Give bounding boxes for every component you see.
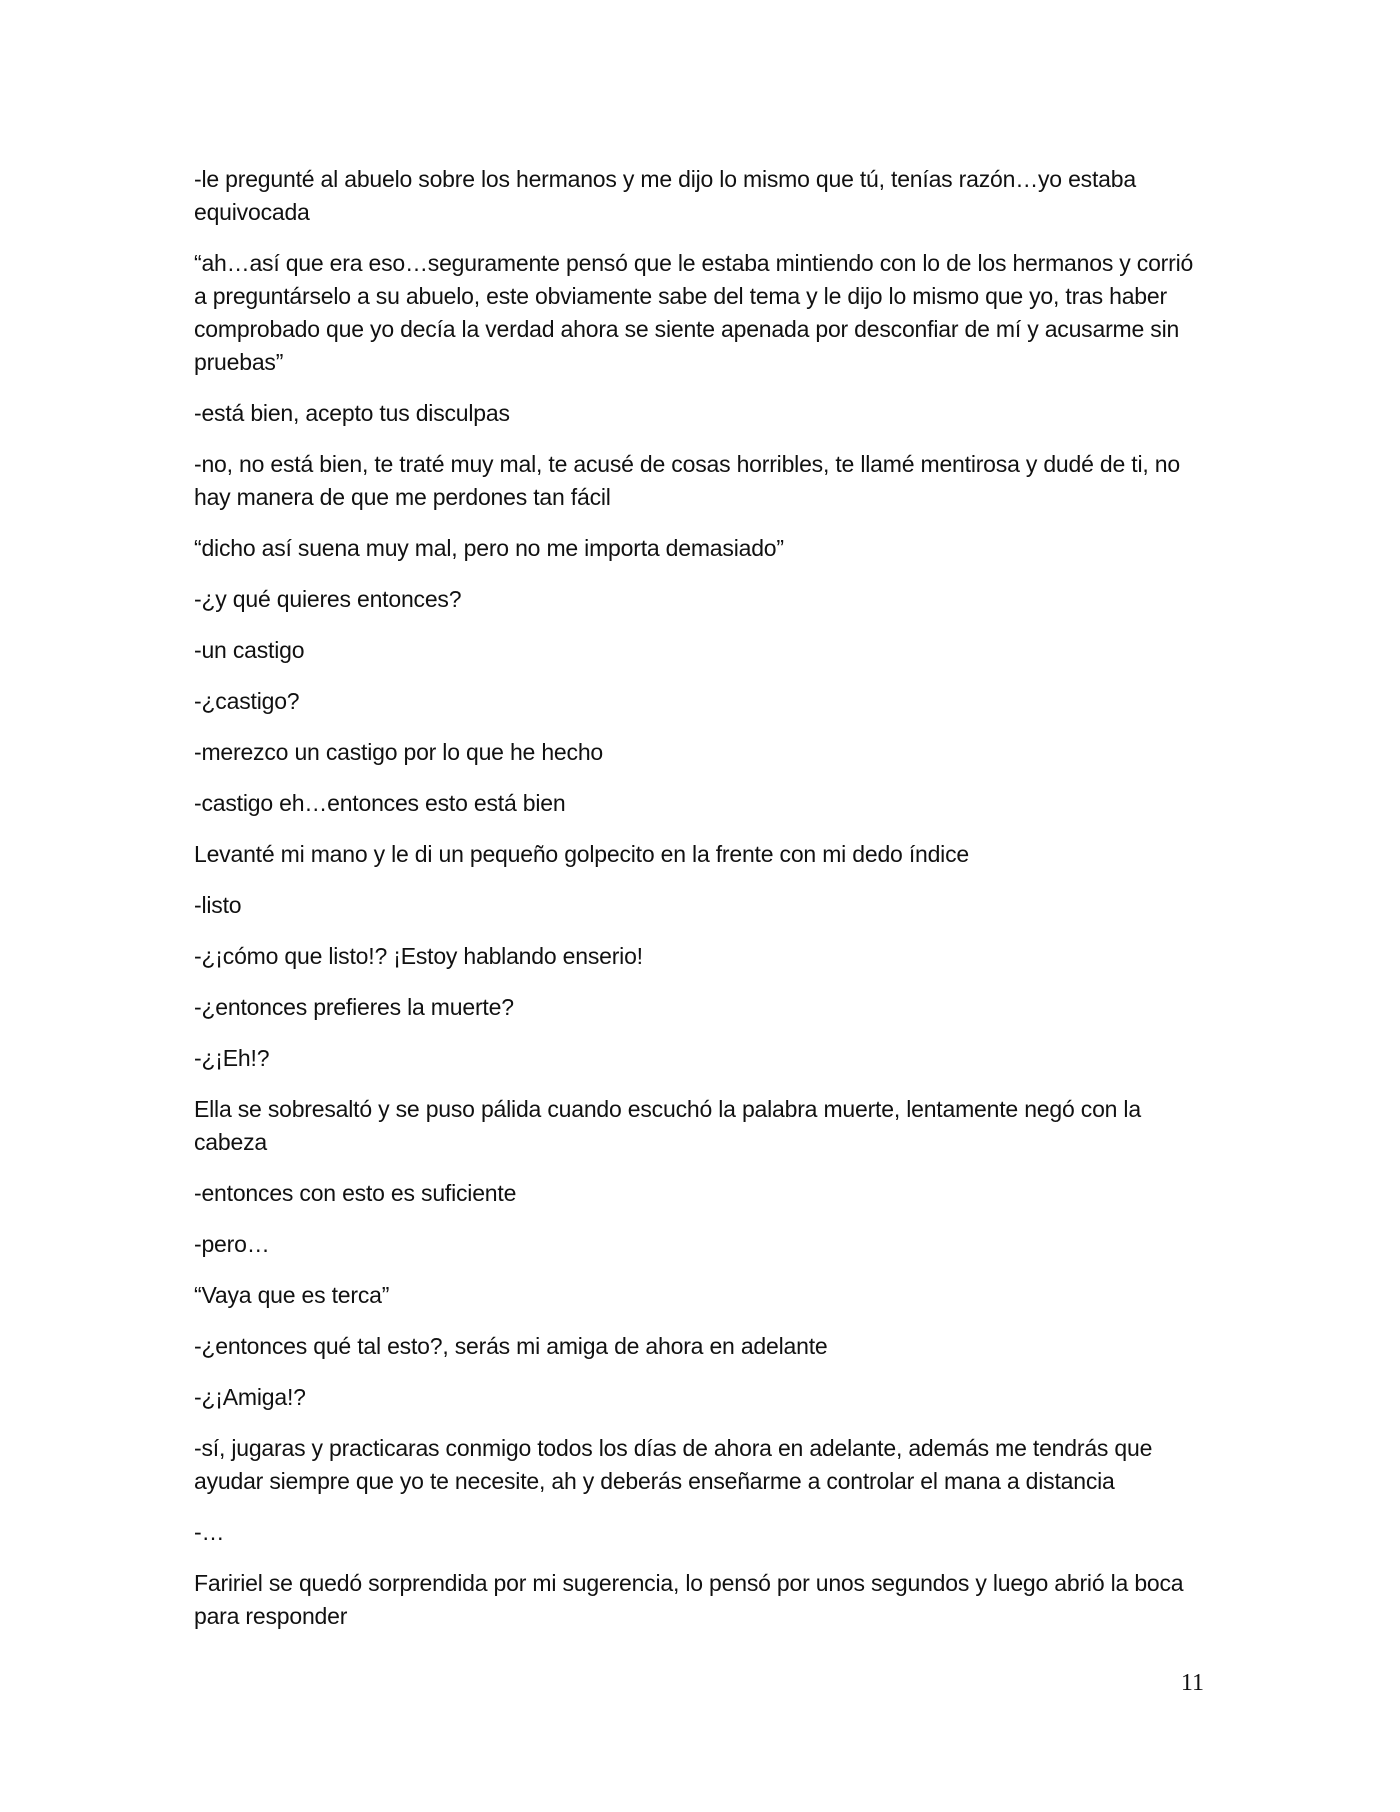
paragraph: -entonces con esto es suficiente (194, 1180, 517, 1206)
paragraph: -… (194, 1519, 225, 1545)
paragraph: -¿entonces prefieres la muerte? (194, 994, 514, 1020)
page-body (194, 163, 1210, 1651)
paragraph: -castigo eh…entonces esto está bien (194, 790, 566, 816)
paragraph: -¿¡Amiga!? (194, 1384, 306, 1410)
paragraph: “dicho así suena muy mal, pero no me importa demasiado” (194, 535, 784, 561)
paragraph: Ella se sobresaltó y se puso pálida cuando escuchó la palabra muerte, lentamente negó con la cabeza (194, 1096, 1141, 1155)
paragraph: -merezco un castigo por lo que he hecho (194, 739, 604, 765)
paragraph: “ah…así que era eso…seguramente pensó que le estaba mintiendo con lo de los hermanos y corrió a preguntárselo a su abuelo, este obviamente sabe del tema y le dijo lo mismo que yo, tras haber comprobado que yo decía la verdad ahora se siente apenada por desconfiar de mí y acusarme sin pruebas” (194, 250, 1194, 375)
page-number: 11 (1180, 1670, 1204, 1696)
paragraph: Faririel se quedó sorprendida por mi sugerencia, lo pensó por unos segundos y luego abrió la boca para responder (194, 1570, 1184, 1629)
paragraph: -¿castigo? (194, 688, 300, 714)
paragraph: -un castigo (194, 637, 305, 663)
paragraph: Levanté mi mano y le di un pequeño golpecito en la frente con mi dedo índice (194, 841, 969, 867)
paragraph: -¿¡cómo que listo!? ¡Estoy hablando enserio! (194, 943, 643, 969)
paragraph: -¿y qué quieres entonces? (194, 586, 462, 612)
paragraph: “Vaya que es terca” (194, 1282, 390, 1308)
paragraph: -pero… (194, 1231, 270, 1257)
paragraph: -¿¡Eh!? (194, 1045, 270, 1071)
paragraph: -está bien, acepto tus disculpas (194, 400, 510, 426)
paragraph: -le pregunté al abuelo sobre los hermanos y me dijo lo mismo que tú, tenías razón…yo estaba equivocada (194, 166, 1136, 225)
paragraph: -¿entonces qué tal esto?, serás mi amiga de ahora en adelante (194, 1333, 828, 1359)
paragraph: -no, no está bien, te traté muy mal, te acusé de cosas horribles, te llamé mentirosa y dudé de ti, no hay manera de que me perdones tan fácil (194, 451, 1180, 510)
paragraph: -sí, jugaras y practicaras conmigo todos los días de ahora en adelante, además me tendrás que ayudar siempre que yo te necesite, ah y deberás enseñarme a controlar el mana a distancia (194, 1435, 1153, 1494)
paragraph: -listo (194, 892, 242, 918)
